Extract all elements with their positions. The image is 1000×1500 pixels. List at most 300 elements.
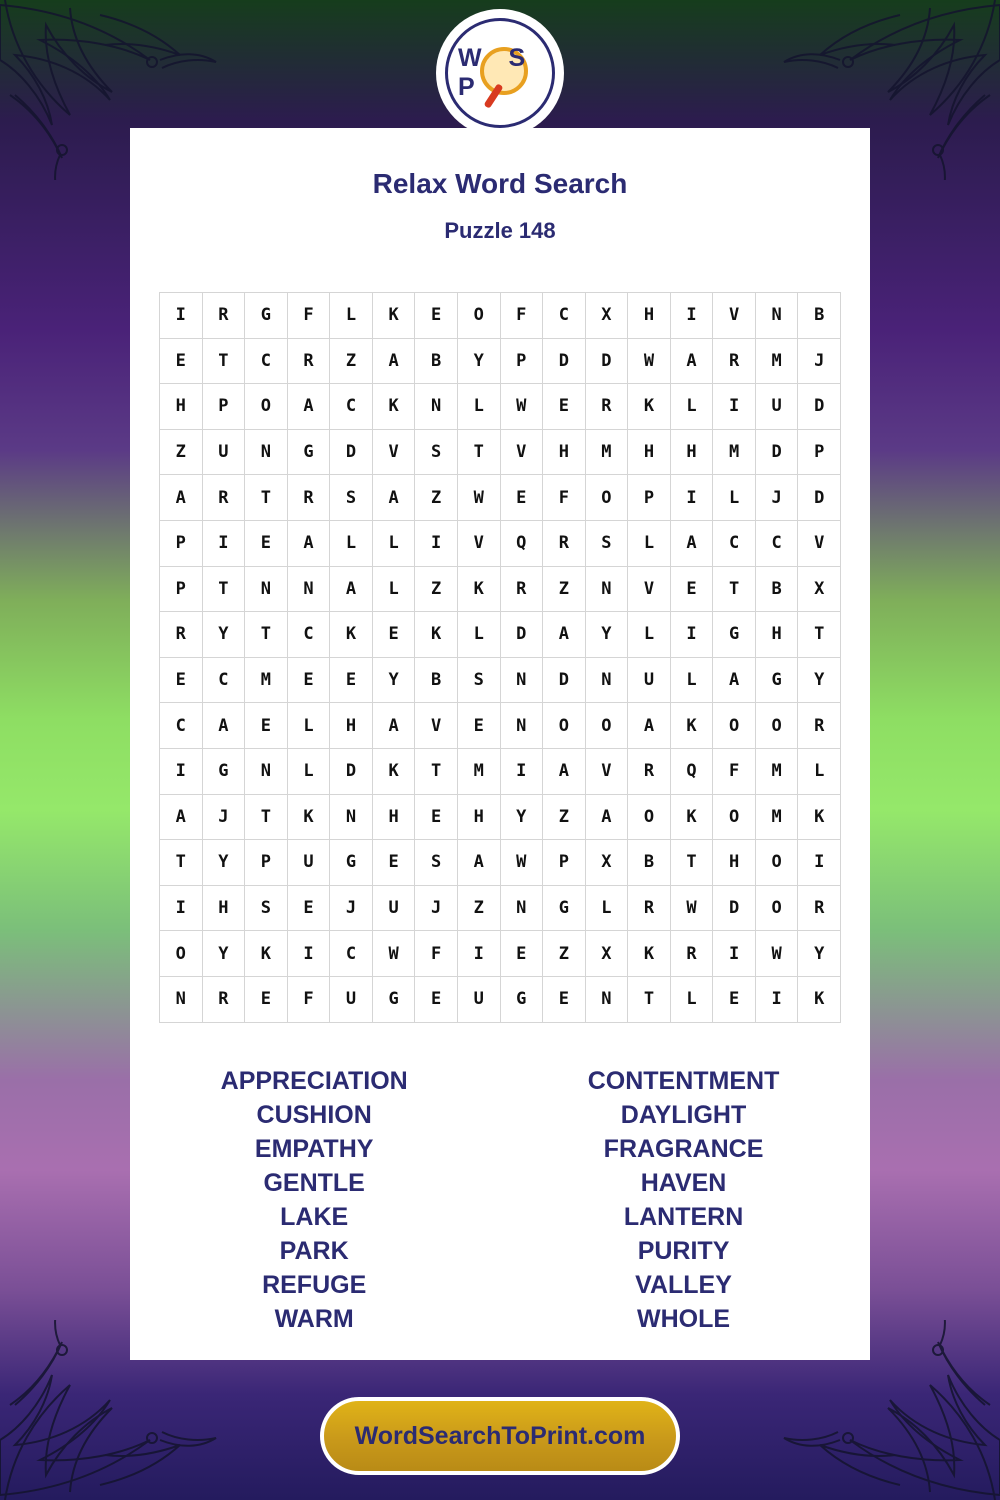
grid-cell[interactable]: E bbox=[500, 931, 543, 977]
grid-cell[interactable]: M bbox=[755, 794, 798, 840]
grid-cell[interactable]: I bbox=[457, 931, 500, 977]
grid-cell[interactable]: L bbox=[670, 384, 713, 430]
grid-cell[interactable]: S bbox=[415, 429, 458, 475]
grid-cell[interactable]: P bbox=[245, 840, 288, 886]
grid-cell[interactable]: G bbox=[500, 976, 543, 1022]
grid-cell[interactable]: A bbox=[457, 840, 500, 886]
grid-cell[interactable]: B bbox=[798, 293, 841, 339]
grid-cell[interactable]: E bbox=[543, 384, 586, 430]
grid-cell[interactable]: C bbox=[755, 520, 798, 566]
grid-cell[interactable]: Y bbox=[202, 931, 245, 977]
grid-cell[interactable]: Y bbox=[202, 840, 245, 886]
grid-cell[interactable]: E bbox=[457, 703, 500, 749]
grid-cell[interactable]: P bbox=[160, 566, 203, 612]
site-logo bbox=[439, 12, 561, 134]
word-list-column-left bbox=[221, 1065, 408, 1336]
grid-cell[interactable]: R bbox=[287, 338, 330, 384]
grid-cell[interactable]: Z bbox=[543, 931, 586, 977]
grid-cell[interactable]: A bbox=[372, 338, 415, 384]
grid-cell[interactable]: K bbox=[372, 293, 415, 339]
grid-cell[interactable]: O bbox=[713, 794, 756, 840]
word-list-item: CONTENTMENT bbox=[587, 1066, 780, 1095]
grid-cell[interactable]: H bbox=[755, 612, 798, 658]
grid-cell[interactable]: E bbox=[245, 976, 288, 1022]
grid-cell[interactable]: C bbox=[160, 703, 203, 749]
grid-cell[interactable]: A bbox=[287, 384, 330, 430]
grid-cell[interactable]: I bbox=[415, 520, 458, 566]
grid-cell[interactable]: T bbox=[670, 840, 713, 886]
grid-row bbox=[160, 885, 841, 931]
grid-body bbox=[160, 293, 841, 1023]
grid-cell[interactable]: N bbox=[585, 976, 628, 1022]
grid-cell[interactable]: E bbox=[543, 976, 586, 1022]
grid-cell[interactable]: T bbox=[415, 748, 458, 794]
grid-cell[interactable]: I bbox=[670, 612, 713, 658]
grid-cell[interactable]: I bbox=[160, 293, 203, 339]
grid-cell[interactable]: U bbox=[202, 429, 245, 475]
grid-cell[interactable]: X bbox=[585, 840, 628, 886]
grid-cell[interactable]: R bbox=[798, 885, 841, 931]
grid-cell[interactable]: S bbox=[245, 885, 288, 931]
grid-cell[interactable]: V bbox=[500, 429, 543, 475]
word-list-item: VALLEY bbox=[635, 1270, 732, 1299]
grid-cell[interactable]: A bbox=[287, 520, 330, 566]
grid-cell[interactable]: F bbox=[500, 293, 543, 339]
grid-cell[interactable]: D bbox=[755, 429, 798, 475]
grid-cell[interactable]: U bbox=[372, 885, 415, 931]
grid-cell[interactable]: A bbox=[670, 338, 713, 384]
grid-row bbox=[160, 384, 841, 430]
grid-cell[interactable]: R bbox=[628, 748, 671, 794]
grid-cell[interactable]: U bbox=[287, 840, 330, 886]
grid-cell[interactable]: M bbox=[713, 429, 756, 475]
grid-cell[interactable]: V bbox=[415, 703, 458, 749]
grid-cell[interactable]: I bbox=[160, 748, 203, 794]
grid-cell[interactable]: O bbox=[755, 840, 798, 886]
grid-cell[interactable]: E bbox=[245, 703, 288, 749]
word-list bbox=[130, 1065, 870, 1336]
grid-cell[interactable]: W bbox=[500, 840, 543, 886]
grid-cell[interactable]: I bbox=[713, 384, 756, 430]
grid-cell[interactable]: C bbox=[330, 384, 373, 430]
grid-cell[interactable]: F bbox=[287, 293, 330, 339]
grid-cell[interactable]: W bbox=[670, 885, 713, 931]
grid-cell[interactable]: X bbox=[798, 566, 841, 612]
grid-cell[interactable]: J bbox=[330, 885, 373, 931]
puzzle-sheet bbox=[130, 128, 870, 1360]
grid-cell[interactable]: C bbox=[287, 612, 330, 658]
word-list-item: GENTLE bbox=[263, 1168, 365, 1197]
grid-cell[interactable]: A bbox=[543, 612, 586, 658]
grid-cell[interactable]: R bbox=[202, 976, 245, 1022]
grid-cell[interactable]: V bbox=[798, 520, 841, 566]
grid-cell[interactable]: V bbox=[628, 566, 671, 612]
grid-cell[interactable]: A bbox=[160, 475, 203, 521]
grid-cell[interactable]: O bbox=[457, 293, 500, 339]
grid-cell[interactable]: P bbox=[543, 840, 586, 886]
website-button[interactable] bbox=[320, 1397, 680, 1475]
grid-row bbox=[160, 748, 841, 794]
grid-cell[interactable]: T bbox=[160, 840, 203, 886]
grid-cell[interactable]: J bbox=[202, 794, 245, 840]
grid-cell[interactable]: S bbox=[457, 657, 500, 703]
grid-cell[interactable]: R bbox=[628, 885, 671, 931]
page-subtitle: Puzzle 148 bbox=[444, 218, 556, 243]
grid-cell[interactable]: S bbox=[585, 520, 628, 566]
grid-cell[interactable]: K bbox=[798, 794, 841, 840]
grid-cell[interactable]: I bbox=[202, 520, 245, 566]
word-list-item: PURITY bbox=[637, 1236, 730, 1265]
grid-cell[interactable]: A bbox=[330, 566, 373, 612]
grid-cell[interactable]: O bbox=[755, 703, 798, 749]
grid-cell[interactable]: T bbox=[457, 429, 500, 475]
grid-cell[interactable]: H bbox=[372, 794, 415, 840]
grid-cell[interactable]: N bbox=[160, 976, 203, 1022]
grid-cell[interactable]: N bbox=[500, 885, 543, 931]
grid-cell[interactable]: L bbox=[372, 520, 415, 566]
grid-cell[interactable]: L bbox=[457, 612, 500, 658]
grid-cell[interactable]: Z bbox=[330, 338, 373, 384]
grid-cell[interactable]: I bbox=[713, 931, 756, 977]
grid-cell[interactable]: J bbox=[798, 338, 841, 384]
grid-cell[interactable]: R bbox=[543, 520, 586, 566]
grid-cell[interactable]: D bbox=[330, 748, 373, 794]
grid-cell[interactable]: P bbox=[202, 384, 245, 430]
grid-cell[interactable]: Z bbox=[457, 885, 500, 931]
grid-cell[interactable]: R bbox=[713, 338, 756, 384]
grid-cell[interactable]: N bbox=[245, 429, 288, 475]
logo-ring bbox=[445, 18, 555, 128]
grid-cell[interactable]: P bbox=[500, 338, 543, 384]
grid-cell[interactable]: O bbox=[543, 703, 586, 749]
grid-cell[interactable]: L bbox=[670, 657, 713, 703]
grid-row bbox=[160, 657, 841, 703]
grid-cell[interactable]: W bbox=[372, 931, 415, 977]
grid-cell[interactable]: E bbox=[287, 885, 330, 931]
grid-cell[interactable]: I bbox=[670, 475, 713, 521]
grid-cell[interactable]: D bbox=[330, 429, 373, 475]
grid-cell[interactable]: I bbox=[798, 840, 841, 886]
grid-cell[interactable]: D bbox=[543, 338, 586, 384]
grid-cell[interactable]: Z bbox=[160, 429, 203, 475]
grid-cell[interactable]: S bbox=[330, 475, 373, 521]
grid-cell[interactable]: U bbox=[457, 976, 500, 1022]
grid-cell[interactable]: K bbox=[628, 384, 671, 430]
grid-cell[interactable]: N bbox=[415, 384, 458, 430]
grid-cell[interactable]: N bbox=[245, 748, 288, 794]
grid-cell[interactable]: A bbox=[585, 794, 628, 840]
word-list-item: LANTERN bbox=[623, 1202, 744, 1231]
grid-cell[interactable]: O bbox=[585, 475, 628, 521]
grid-cell[interactable]: T bbox=[628, 976, 671, 1022]
grid-cell[interactable]: U bbox=[755, 384, 798, 430]
grid-cell[interactable]: K bbox=[798, 976, 841, 1022]
grid-row bbox=[160, 520, 841, 566]
grid-cell[interactable]: T bbox=[798, 612, 841, 658]
grid-cell[interactable]: Z bbox=[415, 475, 458, 521]
grid-cell[interactable]: H bbox=[160, 384, 203, 430]
grid-cell[interactable]: D bbox=[798, 475, 841, 521]
grid-cell[interactable]: W bbox=[628, 338, 671, 384]
grid-cell[interactable]: G bbox=[543, 885, 586, 931]
grid-cell[interactable]: T bbox=[245, 475, 288, 521]
grid-cell[interactable]: M bbox=[755, 338, 798, 384]
grid-cell[interactable]: V bbox=[457, 520, 500, 566]
word-list-item: CUSHION bbox=[256, 1100, 372, 1129]
grid-cell[interactable]: L bbox=[713, 475, 756, 521]
grid-cell[interactable]: E bbox=[160, 657, 203, 703]
grid-cell[interactable]: T bbox=[245, 612, 288, 658]
grid-cell[interactable]: H bbox=[457, 794, 500, 840]
grid-cell[interactable]: Z bbox=[543, 566, 586, 612]
grid-cell[interactable]: G bbox=[713, 612, 756, 658]
grid-cell[interactable]: R bbox=[160, 612, 203, 658]
grid-cell[interactable]: M bbox=[585, 429, 628, 475]
word-list-item: LAKE bbox=[280, 1202, 349, 1231]
grid-cell[interactable]: G bbox=[372, 976, 415, 1022]
grid-cell[interactable]: P bbox=[628, 475, 671, 521]
word-list-item: PARK bbox=[279, 1236, 349, 1265]
grid-cell[interactable]: T bbox=[202, 566, 245, 612]
grid-cell[interactable]: K bbox=[372, 748, 415, 794]
grid-cell[interactable]: E bbox=[670, 566, 713, 612]
grid-cell[interactable]: A bbox=[670, 520, 713, 566]
grid-cell[interactable]: K bbox=[415, 612, 458, 658]
word-search-grid[interactable] bbox=[159, 292, 841, 1023]
grid-cell[interactable]: O bbox=[245, 384, 288, 430]
grid-cell[interactable]: M bbox=[755, 748, 798, 794]
grid-cell[interactable]: K bbox=[457, 566, 500, 612]
grid-cell[interactable]: L bbox=[330, 520, 373, 566]
grid-cell[interactable]: N bbox=[585, 657, 628, 703]
grid-cell[interactable]: T bbox=[713, 566, 756, 612]
grid-cell[interactable]: H bbox=[670, 429, 713, 475]
grid-cell[interactable]: E bbox=[372, 840, 415, 886]
grid-cell[interactable]: V bbox=[372, 429, 415, 475]
grid-cell[interactable]: G bbox=[245, 293, 288, 339]
grid-cell[interactable]: K bbox=[245, 931, 288, 977]
grid-cell[interactable]: N bbox=[500, 657, 543, 703]
grid-cell[interactable]: Y bbox=[798, 657, 841, 703]
grid-cell[interactable]: C bbox=[202, 657, 245, 703]
grid-cell[interactable]: A bbox=[628, 703, 671, 749]
grid-cell[interactable]: L bbox=[287, 748, 330, 794]
grid-cell[interactable]: O bbox=[160, 931, 203, 977]
grid-cell[interactable]: H bbox=[202, 885, 245, 931]
grid-cell[interactable]: L bbox=[330, 293, 373, 339]
word-list-item: EMPATHY bbox=[254, 1134, 374, 1163]
grid-cell[interactable]: X bbox=[585, 293, 628, 339]
grid-cell[interactable]: P bbox=[160, 520, 203, 566]
grid-cell[interactable]: H bbox=[628, 429, 671, 475]
grid-cell[interactable]: C bbox=[713, 520, 756, 566]
grid-cell[interactable]: P bbox=[798, 429, 841, 475]
grid-cell[interactable]: N bbox=[330, 794, 373, 840]
grid-row bbox=[160, 429, 841, 475]
word-list-item: HAVEN bbox=[640, 1168, 727, 1197]
grid-cell[interactable]: G bbox=[202, 748, 245, 794]
grid-cell[interactable]: W bbox=[500, 384, 543, 430]
grid-cell[interactable]: W bbox=[457, 475, 500, 521]
grid-row bbox=[160, 794, 841, 840]
grid-cell[interactable]: Y bbox=[585, 612, 628, 658]
grid-cell[interactable]: K bbox=[670, 703, 713, 749]
word-list-item: REFUGE bbox=[262, 1270, 367, 1299]
grid-row bbox=[160, 475, 841, 521]
grid-cell[interactable]: R bbox=[202, 293, 245, 339]
grid-cell[interactable]: E bbox=[245, 520, 288, 566]
grid-row bbox=[160, 293, 841, 339]
grid-cell[interactable]: K bbox=[670, 794, 713, 840]
grid-cell[interactable]: R bbox=[670, 931, 713, 977]
grid-cell[interactable]: Y bbox=[798, 931, 841, 977]
grid-cell[interactable]: L bbox=[287, 703, 330, 749]
grid-cell[interactable]: H bbox=[543, 429, 586, 475]
grid-cell[interactable]: D bbox=[500, 612, 543, 658]
grid-cell[interactable]: I bbox=[670, 293, 713, 339]
grid-cell[interactable]: C bbox=[245, 338, 288, 384]
grid-cell[interactable]: K bbox=[372, 384, 415, 430]
grid-row bbox=[160, 976, 841, 1022]
grid-cell[interactable]: H bbox=[713, 840, 756, 886]
grid-cell[interactable]: A bbox=[543, 748, 586, 794]
grid-cell[interactable]: O bbox=[713, 703, 756, 749]
word-list-item: FRAGRANCE bbox=[603, 1134, 764, 1163]
grid-cell[interactable]: L bbox=[628, 520, 671, 566]
grid-cell[interactable]: O bbox=[585, 703, 628, 749]
grid-cell[interactable]: G bbox=[287, 429, 330, 475]
grid-cell[interactable]: B bbox=[415, 657, 458, 703]
grid-cell[interactable]: N bbox=[500, 703, 543, 749]
grid-cell[interactable]: F bbox=[415, 931, 458, 977]
grid-cell[interactable]: L bbox=[798, 748, 841, 794]
grid-row bbox=[160, 612, 841, 658]
website-button-label: WordSearchToPrint.com bbox=[354, 1421, 646, 1450]
grid-cell[interactable]: L bbox=[628, 612, 671, 658]
grid-cell[interactable]: E bbox=[415, 976, 458, 1022]
grid-cell[interactable]: G bbox=[330, 840, 373, 886]
grid-cell[interactable]: K bbox=[330, 612, 373, 658]
grid-cell[interactable]: Z bbox=[543, 794, 586, 840]
grid-cell[interactable]: A bbox=[372, 475, 415, 521]
logo-letters: W S P bbox=[458, 44, 536, 101]
grid-cell[interactable]: Y bbox=[457, 338, 500, 384]
grid-cell[interactable]: J bbox=[415, 885, 458, 931]
grid-cell[interactable]: D bbox=[713, 885, 756, 931]
grid-cell[interactable]: C bbox=[543, 293, 586, 339]
grid-cell[interactable]: F bbox=[543, 475, 586, 521]
grid-row bbox=[160, 566, 841, 612]
grid-cell[interactable]: U bbox=[330, 976, 373, 1022]
grid-cell[interactable]: I bbox=[755, 976, 798, 1022]
grid-cell[interactable]: D bbox=[543, 657, 586, 703]
grid-cell[interactable]: E bbox=[415, 794, 458, 840]
grid-cell[interactable]: W bbox=[755, 931, 798, 977]
grid-cell[interactable]: J bbox=[755, 475, 798, 521]
grid-cell[interactable]: E bbox=[415, 293, 458, 339]
grid-cell[interactable]: C bbox=[330, 931, 373, 977]
grid-cell[interactable]: R bbox=[798, 703, 841, 749]
grid-cell[interactable]: A bbox=[160, 794, 203, 840]
grid-cell[interactable]: D bbox=[585, 338, 628, 384]
grid-cell[interactable]: I bbox=[500, 748, 543, 794]
grid-cell[interactable]: B bbox=[755, 566, 798, 612]
grid-cell[interactable]: O bbox=[755, 885, 798, 931]
grid-cell[interactable]: Z bbox=[415, 566, 458, 612]
grid-cell[interactable]: A bbox=[202, 703, 245, 749]
grid-cell[interactable]: N bbox=[287, 566, 330, 612]
grid-cell[interactable]: I bbox=[287, 931, 330, 977]
grid-cell[interactable]: L bbox=[670, 976, 713, 1022]
grid-cell[interactable]: Y bbox=[500, 794, 543, 840]
grid-cell[interactable]: K bbox=[287, 794, 330, 840]
grid-cell[interactable]: Q bbox=[670, 748, 713, 794]
grid-cell[interactable]: E bbox=[500, 475, 543, 521]
grid-cell[interactable]: S bbox=[415, 840, 458, 886]
word-list-item: WHOLE bbox=[637, 1304, 731, 1333]
grid-cell[interactable]: L bbox=[585, 885, 628, 931]
grid-row bbox=[160, 338, 841, 384]
grid-cell[interactable]: F bbox=[713, 748, 756, 794]
grid-cell[interactable]: R bbox=[585, 384, 628, 430]
grid-cell[interactable]: D bbox=[798, 384, 841, 430]
grid-cell[interactable]: N bbox=[755, 293, 798, 339]
grid-cell[interactable]: Y bbox=[372, 657, 415, 703]
word-list-item: APPRECIATION bbox=[220, 1066, 408, 1095]
grid-cell[interactable]: E bbox=[160, 338, 203, 384]
grid-cell[interactable]: K bbox=[628, 931, 671, 977]
grid-cell[interactable]: Q bbox=[500, 520, 543, 566]
grid-cell[interactable]: E bbox=[372, 612, 415, 658]
grid-cell[interactable]: F bbox=[287, 976, 330, 1022]
grid-cell[interactable]: B bbox=[628, 840, 671, 886]
page-title: Relax Word Search bbox=[372, 168, 628, 199]
grid-cell[interactable]: N bbox=[245, 566, 288, 612]
grid-cell[interactable]: A bbox=[372, 703, 415, 749]
grid-cell[interactable]: B bbox=[415, 338, 458, 384]
grid-cell[interactable]: E bbox=[330, 657, 373, 703]
word-list-item: WARM bbox=[274, 1304, 354, 1333]
grid-cell[interactable]: R bbox=[287, 475, 330, 521]
grid-cell[interactable]: X bbox=[585, 931, 628, 977]
grid-cell[interactable]: H bbox=[628, 293, 671, 339]
grid-cell[interactable]: T bbox=[245, 794, 288, 840]
word-list-column-right bbox=[588, 1065, 780, 1336]
grid-cell[interactable]: O bbox=[628, 794, 671, 840]
grid-cell[interactable]: I bbox=[160, 885, 203, 931]
grid-cell[interactable]: R bbox=[202, 475, 245, 521]
grid-cell[interactable]: N bbox=[585, 566, 628, 612]
grid-cell[interactable]: L bbox=[372, 566, 415, 612]
grid-cell[interactable]: A bbox=[713, 657, 756, 703]
word-list-item: DAYLIGHT bbox=[620, 1100, 747, 1129]
grid-cell[interactable]: R bbox=[500, 566, 543, 612]
grid-cell[interactable]: T bbox=[202, 338, 245, 384]
grid-row bbox=[160, 931, 841, 977]
grid-cell[interactable]: V bbox=[713, 293, 756, 339]
grid-cell[interactable]: L bbox=[457, 384, 500, 430]
grid-row bbox=[160, 840, 841, 886]
grid-cell[interactable]: G bbox=[755, 657, 798, 703]
grid-cell[interactable]: E bbox=[287, 657, 330, 703]
grid-cell[interactable]: E bbox=[713, 976, 756, 1022]
grid-cell[interactable]: V bbox=[585, 748, 628, 794]
grid-cell[interactable]: Y bbox=[202, 612, 245, 658]
grid-cell[interactable]: H bbox=[330, 703, 373, 749]
grid-cell[interactable]: M bbox=[245, 657, 288, 703]
grid-cell[interactable]: U bbox=[628, 657, 671, 703]
grid-cell[interactable]: M bbox=[457, 748, 500, 794]
